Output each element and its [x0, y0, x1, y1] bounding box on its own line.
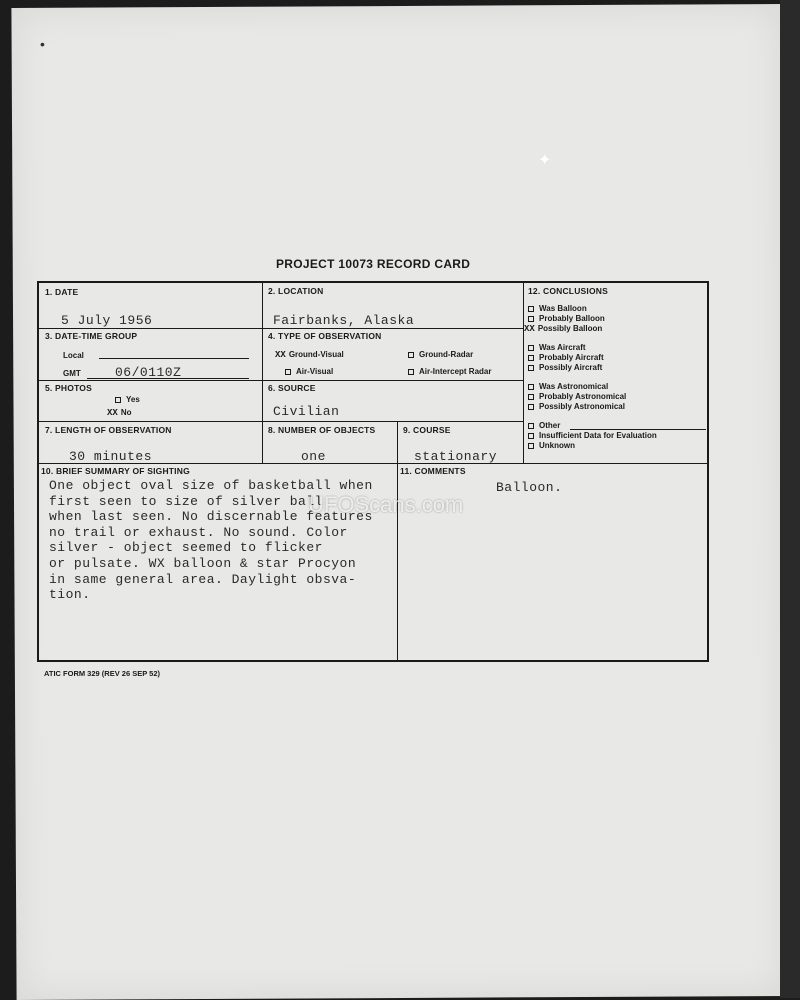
conclusion-possibly-astronomical: Possibly Astronomical — [528, 402, 625, 411]
ground-visual-option: XX Ground-Visual — [275, 350, 344, 360]
location-value: Fairbanks, Alaska — [273, 313, 415, 328]
source-value: Civilian — [273, 404, 340, 419]
objects-value: one — [301, 449, 326, 464]
summary-label: 10. BRIEF SUMMARY OF SIGHTING — [41, 466, 190, 476]
gmt-label: GMT — [63, 369, 81, 378]
watermark: UFOScans.com — [308, 492, 464, 517]
scan-border — [780, 0, 800, 998]
obs-type-cell — [262, 328, 523, 380]
ground-visual-mark: XX — [275, 350, 286, 360]
source-cell — [262, 380, 523, 421]
conclusion-was-balloon: Was Balloon — [528, 304, 587, 313]
conclusion-probably-balloon: Probably Balloon — [528, 314, 605, 323]
checkbox-icon — [528, 433, 534, 439]
course-cell — [397, 421, 523, 463]
conclusion-was-aircraft: Was Aircraft — [528, 343, 586, 352]
photos-label: 5. PHOTOS — [45, 383, 92, 393]
checkbox-icon — [528, 306, 534, 312]
checkbox-icon — [408, 369, 414, 375]
conclusion-probably-astronomical: Probably Astronomical — [528, 392, 626, 401]
checkbox-icon — [285, 369, 291, 375]
date-cell — [39, 283, 262, 328]
comments-label: 11. COMMENTS — [400, 466, 466, 476]
local-line — [99, 358, 249, 359]
conclusion-was-astronomical: Was Astronomical — [528, 382, 608, 391]
local-label: Local — [63, 351, 84, 360]
conclusion-probably-aircraft: Probably Aircraft — [528, 353, 604, 362]
conclusion-other: Other — [528, 421, 560, 430]
date-value: 5 July 1956 — [61, 313, 153, 328]
possibly-balloon-mark: XX — [524, 324, 535, 334]
dtg-cell — [39, 328, 262, 380]
length-cell — [39, 421, 262, 463]
conclusion-possibly-balloon: XX Possibly Balloon — [524, 324, 603, 334]
checkbox-icon — [528, 355, 534, 361]
scan-speck: • — [40, 36, 45, 52]
obs-type-label: 4. TYPE OF OBSERVATION — [268, 331, 382, 341]
checkbox-icon — [408, 352, 414, 358]
photos-cell — [39, 380, 262, 421]
dtg-label: 3. DATE-TIME GROUP — [45, 331, 138, 341]
conclusion-insufficient-data: Insufficient Data for Evaluation — [528, 431, 657, 440]
objects-label: 8. NUMBER OF OBJECTS — [268, 425, 376, 435]
photos-no-mark: XX — [107, 408, 118, 418]
card-title: PROJECT 10073 RECORD CARD — [276, 257, 471, 271]
conclusion-unknown: Unknown — [528, 441, 575, 450]
photos-no-option: XX No — [107, 408, 132, 418]
checkbox-icon — [528, 443, 534, 449]
checkbox-icon — [528, 423, 534, 429]
location-label: 2. LOCATION — [268, 286, 324, 296]
course-label: 9. COURSE — [403, 425, 451, 435]
scan-speck: ✦ — [538, 152, 552, 169]
checkbox-icon — [528, 394, 534, 400]
conclusions-cell — [523, 283, 709, 463]
record-card — [37, 281, 709, 662]
photos-yes-option: Yes — [115, 395, 140, 404]
date-label: 1. DATE — [45, 287, 79, 297]
conclusion-possibly-aircraft: Possibly Aircraft — [528, 363, 602, 372]
checkbox-icon — [528, 384, 534, 390]
comments-value: Balloon. — [496, 480, 563, 495]
location-cell — [262, 283, 523, 328]
other-line — [570, 429, 706, 430]
course-value: stationary — [414, 449, 498, 464]
checkbox-icon — [528, 404, 534, 410]
length-label: 7. LENGTH OF OBSERVATION — [45, 425, 172, 435]
air-intercept-option: Air-Intercept Radar — [408, 367, 491, 376]
checkbox-icon — [528, 316, 534, 322]
checkbox-icon — [115, 397, 121, 403]
conclusions-label: 12. CONCLUSIONS — [528, 286, 608, 296]
summary-text: One object oval size of basketball when first seen to size of silver ball when last seen. No discernable features no trail or exhaust. No sound. Color silver - object seemed to flicker or pulsate. WX balloon & star Procyon in same general area. Daylight obsva- tion. — [49, 478, 373, 603]
source-label: 6. SOURCE — [268, 383, 316, 393]
form-number: ATIC FORM 329 (REV 26 SEP 52) — [44, 669, 161, 678]
checkbox-icon — [528, 345, 534, 351]
ground-radar-option: Ground-Radar — [408, 350, 473, 359]
air-visual-option: Air-Visual — [285, 367, 333, 376]
objects-cell — [262, 421, 397, 463]
length-value: 30 minutes — [69, 449, 153, 464]
checkbox-icon — [528, 365, 534, 371]
gmt-value: 06/0110Z — [115, 365, 182, 380]
